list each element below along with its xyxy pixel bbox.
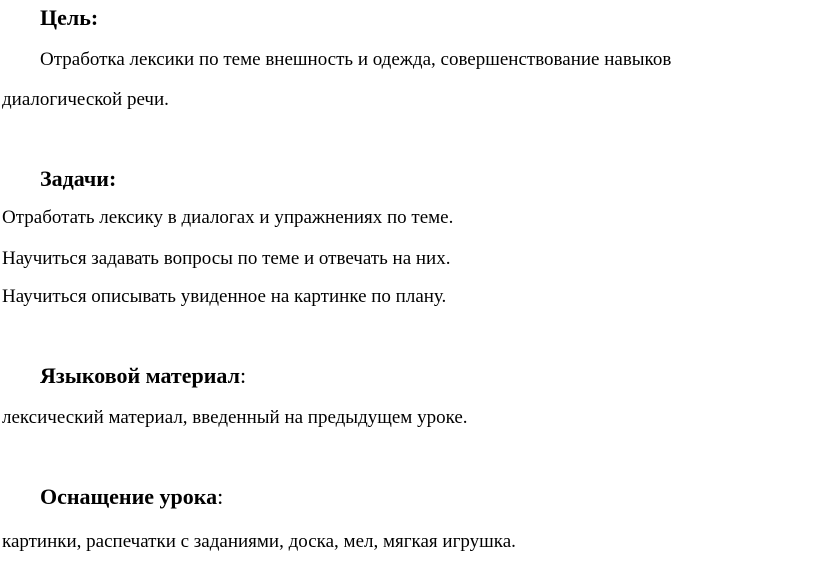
language-material-heading-text: Языковой материал [40, 363, 240, 388]
tasks-heading: Задачи: [40, 166, 117, 191]
task-item-3: Научиться описывать увиденное на картинке по плану. [2, 286, 447, 307]
language-material-text: лексический материал, введенный на предыдущем уроке. [2, 407, 468, 428]
language-material-colon: : [239, 363, 247, 388]
goal-text-line-1: Отработка лексики по теме внешность и одежда, совершенствование навыков [40, 49, 672, 70]
goal-text-line-2: диалогической речи. [2, 89, 169, 110]
equipment-colon: : [217, 484, 224, 509]
language-material-heading [40, 362, 246, 390]
goal-heading: Цель: [40, 5, 99, 30]
equipment-heading-text: Оснащение урока [40, 484, 218, 509]
task-item-2: Научиться задавать вопросы по теме и отвечать на них. [2, 248, 451, 269]
equipment-heading [40, 483, 223, 511]
task-item-1: Отработать лексику в диалогах и упражнениях по теме. [2, 207, 454, 228]
equipment-text: картинки, распечатки с заданиями, доска, мел, мягкая игрушка. [2, 531, 516, 552]
